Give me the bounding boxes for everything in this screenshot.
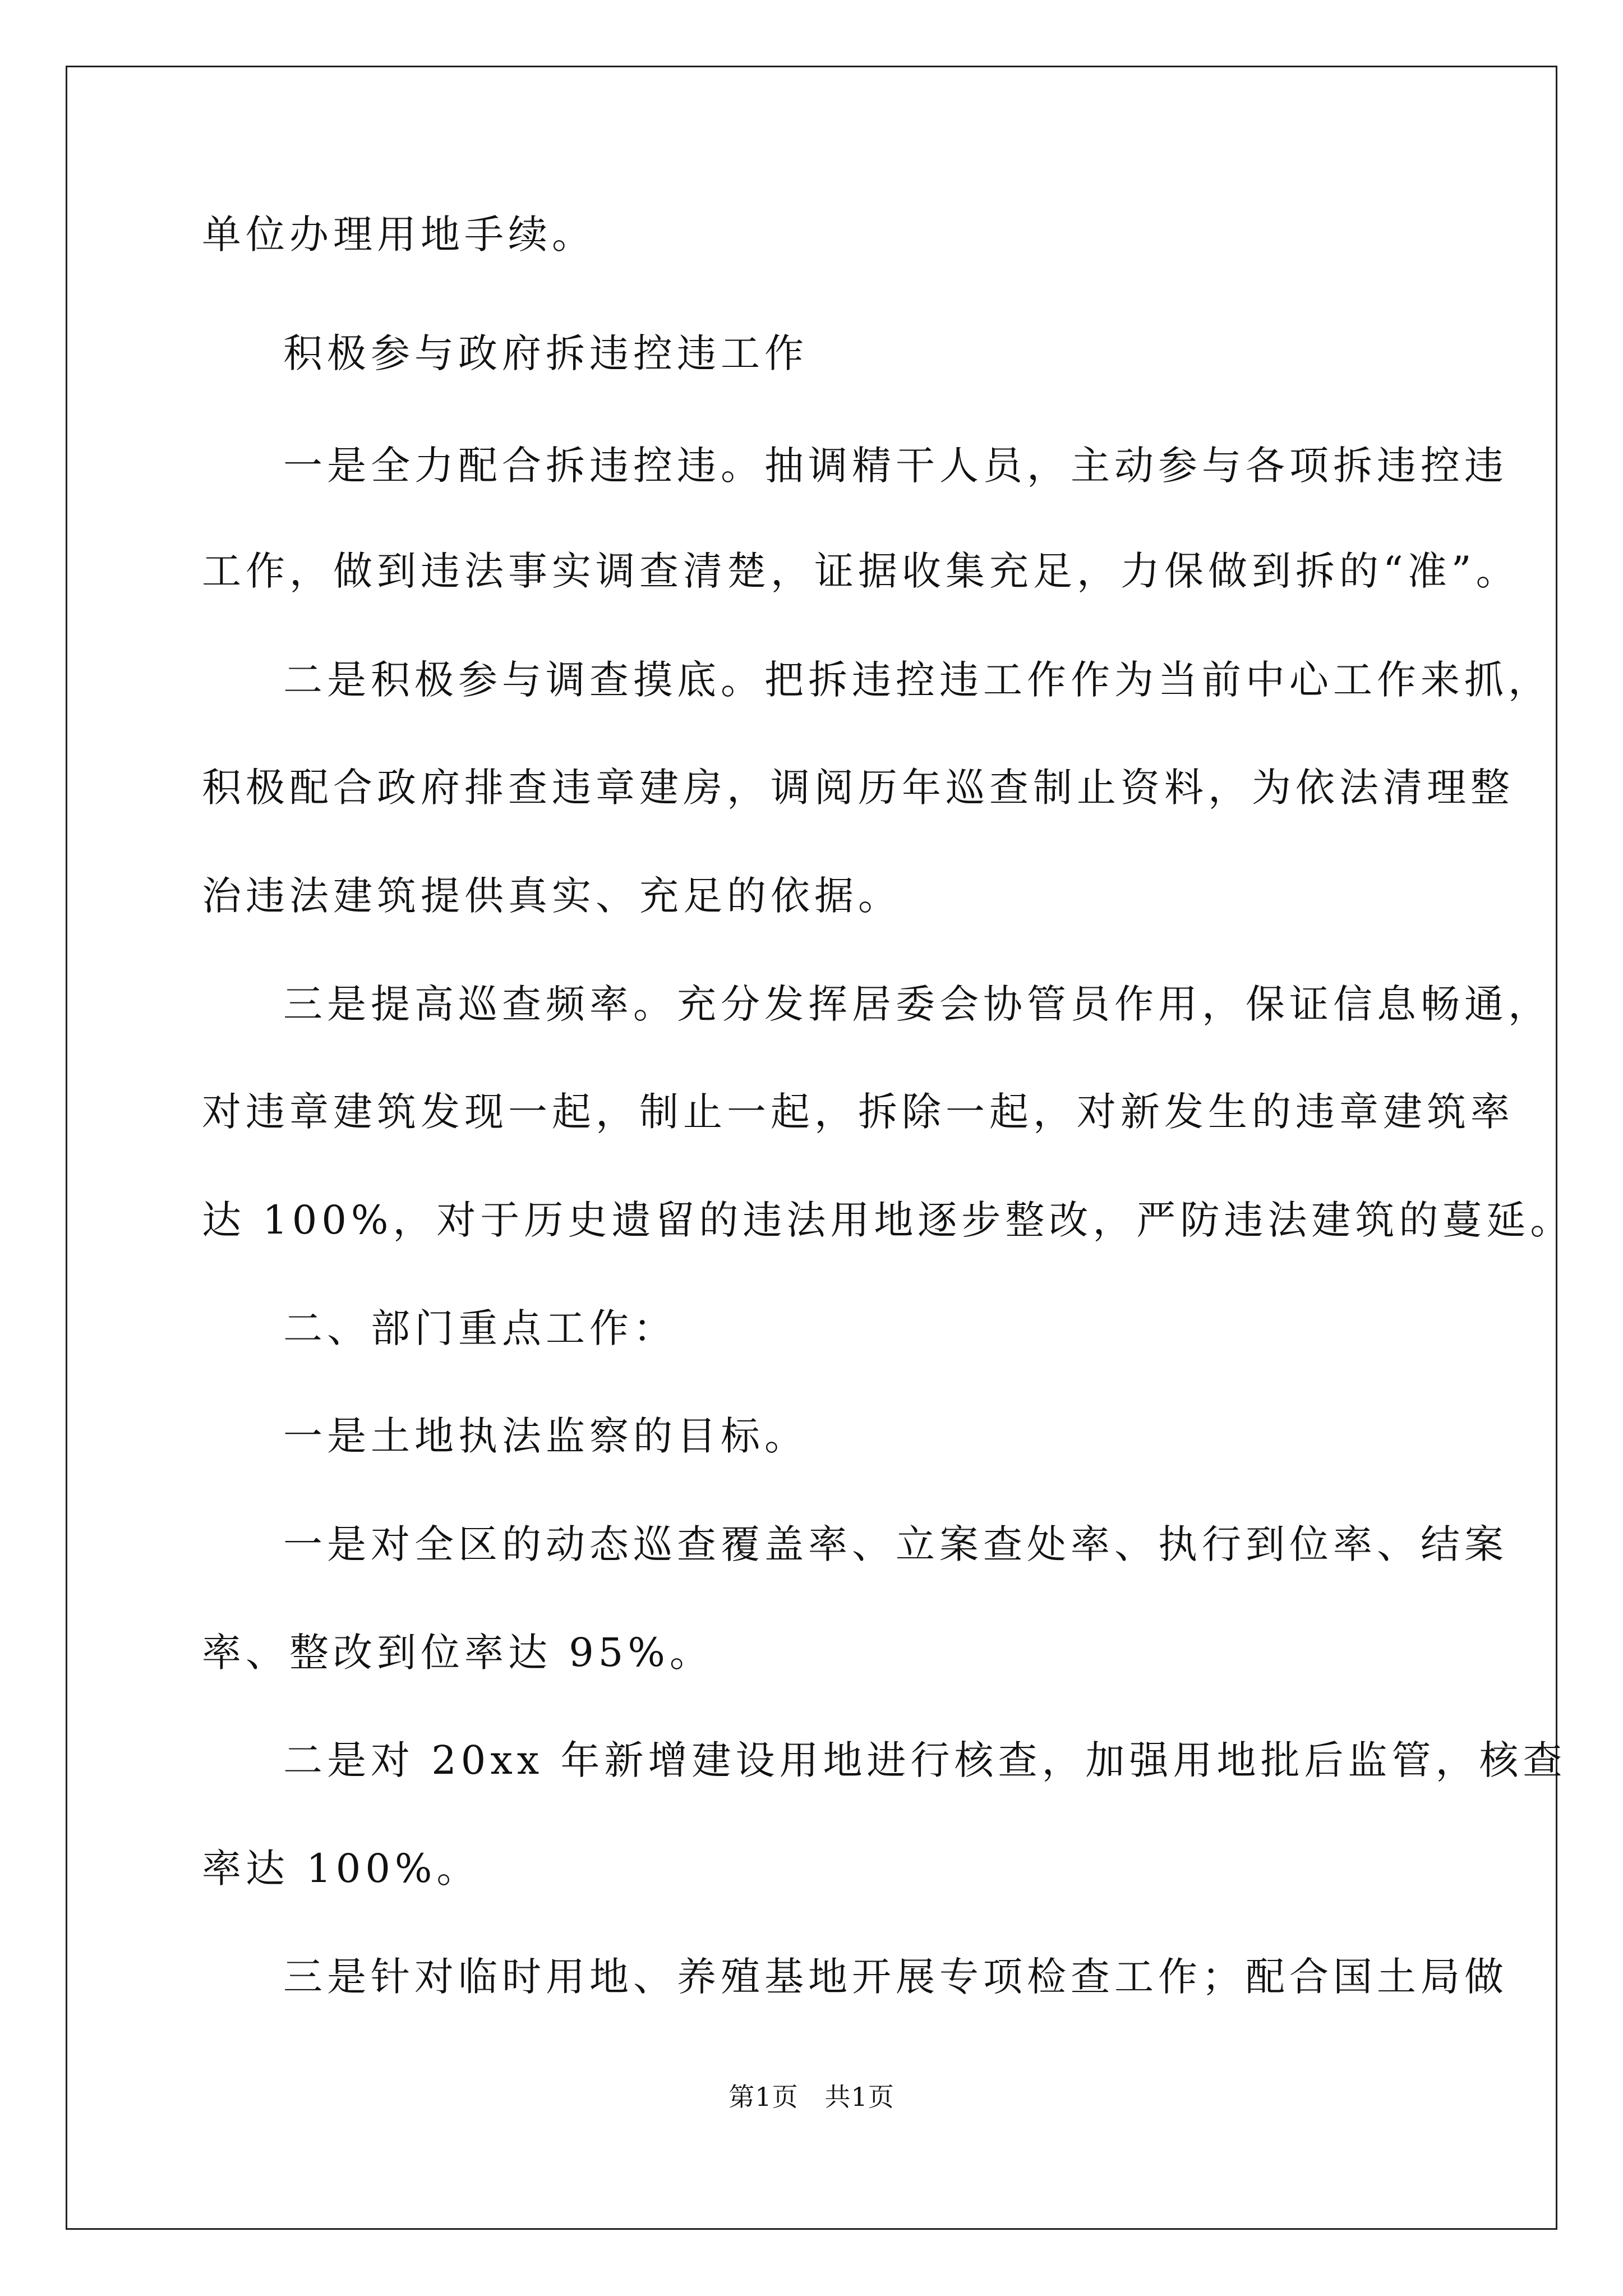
text-line: 三是针对临时用地、养殖基地开展专项检查工作；配合国土局做 [283,1954,1508,2000]
section-heading: 二、部门重点工作： [283,1305,677,1351]
page-footer: 第1页 共1页 [728,2082,895,2112]
text-line: 积极配合政府排查违章建房，调阅历年巡查制止资料，为依法清理整 [202,765,1514,811]
section-heading: 积极参与政府拆违控违工作 [283,330,808,376]
text-line: 率、整改到位率达 95%。 [202,1630,713,1676]
text-line: 一是全力配合拆违控违。抽调精干人员，主动参与各项拆违控违 [283,443,1508,489]
text-line: 一是土地执法监察的目标。 [283,1413,808,1459]
text-line: 二是对 20xx 年新增建设用地进行核查，加强用地批后监管，核查 [283,1737,1567,1783]
text-line: 达 100%，对于历史遗留的违法用地逐步整改，严防违法建筑的蔓延。 [202,1197,1574,1243]
text-line: 率达 100%。 [202,1846,481,1892]
text-line: 单位办理用地手续。 [202,211,596,257]
text-line: 治违法建筑提供真实、充足的依据。 [202,873,902,919]
text-line: 一是对全区的动态巡查覆盖率、立案查处率、执行到位率、结案 [283,1521,1508,1567]
text-line: 对违章建筑发现一起，制止一起，拆除一起，对新发生的违章建筑率 [202,1089,1514,1135]
text-line: 工作，做到违法事实调查清楚，证据收集充足，力保做到拆的“准”。 [202,548,1520,594]
text-line: 三是提高巡查频率。充分发挥居委会协管员作用，保证信息畅通， [283,981,1552,1027]
text-line: 二是积极参与调查摸底。把拆违控违工作作为当前中心工作来抓， [283,657,1552,703]
page-border [66,66,1557,2230]
